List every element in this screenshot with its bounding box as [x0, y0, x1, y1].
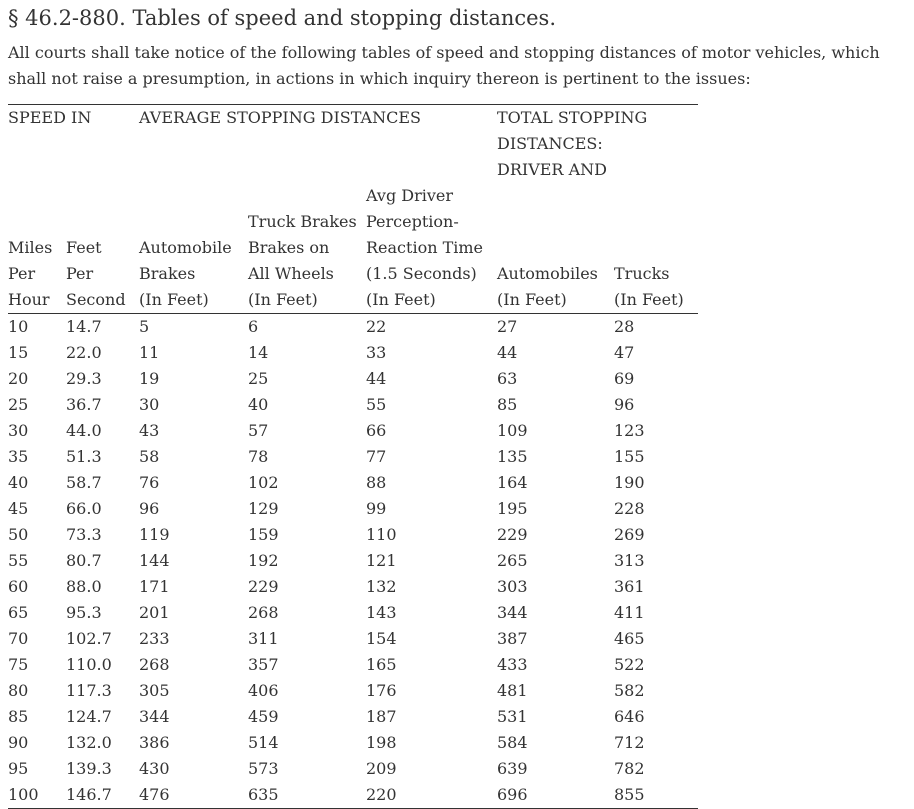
table-cell: 47 — [614, 343, 635, 362]
table-cell: 433 — [497, 655, 528, 674]
table-cell: 19 — [139, 369, 160, 388]
table-cell: 855 — [614, 782, 698, 809]
table-cell: 109 — [497, 421, 528, 440]
table-cell: 782 — [614, 759, 645, 778]
table-cell: 100 — [8, 782, 66, 809]
table-cell: 229 — [248, 577, 279, 596]
table-cell: 481 — [497, 681, 528, 700]
table-cell: 95 — [8, 759, 29, 778]
table-body — [8, 314, 698, 809]
table-cell: 265 — [497, 551, 528, 570]
table-row — [8, 730, 698, 756]
table-row — [8, 366, 698, 392]
table-cell: 514 — [248, 733, 279, 752]
table-cell: 201 — [139, 603, 170, 622]
table-cell: 25 — [248, 369, 269, 388]
table-row — [8, 704, 698, 730]
table-cell: 44 — [497, 343, 518, 362]
table-cell: 582 — [614, 681, 645, 700]
table-cell: 155 — [614, 447, 645, 466]
col-header-auto-brakes: Automobile Brakes (In Feet) — [139, 183, 248, 314]
table-cell: 11 — [139, 343, 160, 362]
table-row — [8, 574, 698, 600]
table-cell: 22.0 — [66, 343, 102, 362]
table-cell: 65 — [8, 603, 29, 622]
table-cell: 102 — [248, 473, 279, 492]
col-header-total-trucks: Trucks (In Feet) — [614, 183, 698, 314]
table-cell: 192 — [248, 551, 279, 570]
table-cell: 121 — [366, 551, 397, 570]
table-cell: 129 — [248, 499, 279, 518]
table-cell: 40 — [8, 473, 29, 492]
table-cell: 35 — [8, 447, 29, 466]
table-cell: 117.3 — [66, 681, 112, 700]
table-cell: 228 — [614, 499, 645, 518]
table-row — [8, 522, 698, 548]
table-row — [8, 470, 698, 496]
table-cell: 58.7 — [66, 473, 102, 492]
table-cell: 387 — [497, 629, 528, 648]
table-cell: 176 — [366, 681, 397, 700]
table-cell: 28 — [614, 317, 635, 336]
table-cell: 15 — [8, 343, 29, 362]
table-cell: 44 — [366, 369, 387, 388]
table-cell: 14 — [248, 343, 269, 362]
table-cell: 635 — [248, 782, 366, 809]
table-cell: 33 — [366, 343, 387, 362]
table-cell: 110.0 — [66, 655, 112, 674]
table-row — [8, 626, 698, 652]
table-cell: 55 — [366, 395, 387, 414]
table-cell: 123 — [614, 421, 645, 440]
table-row — [8, 444, 698, 470]
table-row — [8, 418, 698, 444]
table-cell: 132 — [366, 577, 397, 596]
table-cell: 139.3 — [66, 759, 112, 778]
table-row — [8, 600, 698, 626]
table-cell: 119 — [139, 525, 170, 544]
table-cell: 344 — [139, 707, 170, 726]
table-cell: 406 — [248, 681, 279, 700]
table-cell: 269 — [614, 525, 645, 544]
group-header-speed: SPEED IN — [8, 108, 92, 127]
table-cell: 220 — [366, 782, 497, 809]
table-cell: 132.0 — [66, 733, 112, 752]
table-cell: 159 — [248, 525, 279, 544]
table-cell: 268 — [139, 655, 170, 674]
table-cell: 305 — [139, 681, 170, 700]
table-row — [8, 314, 698, 341]
table-cell: 465 — [614, 629, 645, 648]
table-cell: 102.7 — [66, 629, 112, 648]
table-cell: 165 — [366, 655, 397, 674]
table-cell: 135 — [497, 447, 528, 466]
table-group-header-row — [8, 105, 698, 183]
table-cell: 171 — [139, 577, 170, 596]
table-cell: 43 — [139, 421, 160, 440]
table-cell: 143 — [366, 603, 397, 622]
table-cell: 233 — [139, 629, 170, 648]
table-row — [8, 496, 698, 522]
table-cell: 75 — [8, 655, 29, 674]
table-cell: 187 — [366, 707, 397, 726]
table-cell: 63 — [497, 369, 518, 388]
table-cell: 531 — [497, 707, 528, 726]
table-cell: 45 — [8, 499, 29, 518]
table-cell: 14.7 — [66, 317, 102, 336]
table-cell: 85 — [8, 707, 29, 726]
table-cell: 25 — [8, 395, 29, 414]
col-header-total-autos: Automobiles (In Feet) — [497, 183, 614, 314]
col-header-truck-brakes: Truck Brakes Brakes on All Wheels (In Feet) — [248, 183, 366, 314]
table-cell: 99 — [366, 499, 387, 518]
table-cell: 88.0 — [66, 577, 102, 596]
table-row — [8, 756, 698, 782]
page-title: § 46.2-880. Tables of speed and stopping distances. — [8, 6, 557, 30]
stopping-distance-table — [8, 104, 698, 809]
table-cell: 27 — [497, 317, 518, 336]
table-cell: 311 — [248, 629, 279, 648]
table-cell: 70 — [8, 629, 29, 648]
table-cell: 459 — [248, 707, 279, 726]
table-cell: 36.7 — [66, 395, 102, 414]
table-cell: 5 — [139, 317, 150, 336]
table-cell: 268 — [248, 603, 279, 622]
table-cell: 73.3 — [66, 525, 102, 544]
table-cell: 146.7 — [66, 782, 139, 809]
table-cell: 51.3 — [66, 447, 102, 466]
table-cell: 124.7 — [66, 707, 112, 726]
intro-paragraph: All courts shall take notice of the following tables of speed and stopping distances of motor vehicles, which shall not raise a presumption, in actions in which inquiry thereon is pertinent to the issues: — [8, 43, 880, 88]
table-cell: 209 — [366, 759, 397, 778]
table-cell: 639 — [497, 759, 528, 778]
table-cell: 646 — [614, 707, 645, 726]
table-cell: 88 — [366, 473, 387, 492]
table-cell: 361 — [614, 577, 645, 596]
stopping-distance-table-container — [8, 104, 698, 809]
table-row — [8, 392, 698, 418]
table-cell: 154 — [366, 629, 397, 648]
table-cell: 66 — [366, 421, 387, 440]
table-cell: 313 — [614, 551, 645, 570]
table-cell: 110 — [366, 525, 397, 544]
table-cell: 164 — [497, 473, 528, 492]
table-cell: 80.7 — [66, 551, 102, 570]
group-header-total: TOTAL STOPPING DISTANCES: DRIVER AND — [497, 108, 648, 179]
table-cell: 50 — [8, 525, 29, 544]
group-header-average: AVERAGE STOPPING DISTANCES — [139, 108, 421, 127]
table-cell: 195 — [497, 499, 528, 518]
table-cell: 69 — [614, 369, 635, 388]
table-cell: 144 — [139, 551, 170, 570]
table-cell: 696 — [497, 782, 614, 809]
table-cell: 476 — [139, 782, 248, 809]
col-header-fps: Feet Per Second — [66, 183, 139, 314]
table-cell: 430 — [139, 759, 170, 778]
table-cell: 95.3 — [66, 603, 102, 622]
table-row — [8, 678, 698, 704]
table-cell: 85 — [497, 395, 518, 414]
table-cell: 80 — [8, 681, 29, 700]
table-cell: 357 — [248, 655, 279, 674]
table-cell: 22 — [366, 317, 387, 336]
table-cell: 78 — [248, 447, 269, 466]
table-cell: 6 — [248, 317, 259, 336]
table-cell: 303 — [497, 577, 528, 596]
table-cell: 77 — [366, 447, 387, 466]
table-cell: 411 — [614, 603, 645, 622]
table-cell: 40 — [248, 395, 269, 414]
table-cell: 190 — [614, 473, 645, 492]
table-cell: 344 — [497, 603, 528, 622]
table-cell: 712 — [614, 733, 645, 752]
table-cell: 96 — [614, 395, 635, 414]
table-cell: 20 — [8, 369, 29, 388]
table-cell: 29.3 — [66, 369, 102, 388]
table-cell: 10 — [8, 317, 29, 336]
table-cell: 58 — [139, 447, 160, 466]
table-cell: 522 — [614, 655, 645, 674]
table-row — [8, 782, 698, 809]
table-row — [8, 340, 698, 366]
table-cell: 76 — [139, 473, 160, 492]
table-cell: 66.0 — [66, 499, 102, 518]
table-cell: 573 — [248, 759, 279, 778]
table-cell: 90 — [8, 733, 29, 752]
table-cell: 60 — [8, 577, 29, 596]
col-header-mph: Miles Per Hour — [8, 183, 66, 314]
table-cell: 30 — [8, 421, 29, 440]
table-cell: 30 — [139, 395, 160, 414]
col-header-perception: Avg Driver Perception- Reaction Time (1.5 Seconds) (In Feet) — [366, 183, 497, 314]
table-cell: 386 — [139, 733, 170, 752]
table-row — [8, 548, 698, 574]
table-row — [8, 652, 698, 678]
table-column-header-row — [8, 183, 698, 314]
table-cell: 584 — [497, 733, 528, 752]
table-cell: 96 — [139, 499, 160, 518]
table-cell: 198 — [366, 733, 397, 752]
table-cell: 229 — [497, 525, 528, 544]
table-cell: 57 — [248, 421, 269, 440]
table-cell: 55 — [8, 551, 29, 570]
table-cell: 44.0 — [66, 421, 102, 440]
